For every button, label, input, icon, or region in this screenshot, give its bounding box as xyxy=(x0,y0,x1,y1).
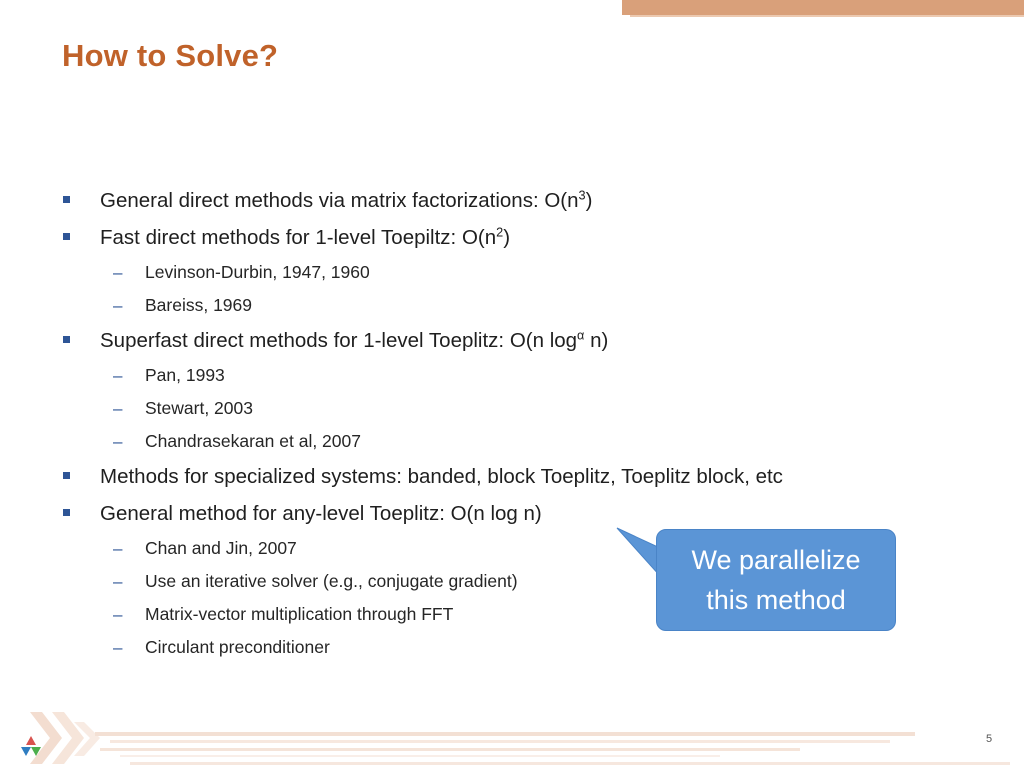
sub-bullet-text: Circulant preconditioner xyxy=(145,637,330,657)
top-accent-band xyxy=(622,0,1024,15)
dash-bullet-icon: – xyxy=(113,638,123,657)
sub-bullet-item xyxy=(0,392,1024,425)
bullet-superscript: 2 xyxy=(496,224,504,240)
sub-bullet-text: Stewart, 2003 xyxy=(145,398,253,418)
top-accent-line xyxy=(630,15,1024,17)
bullet-superscript: 3 xyxy=(578,187,586,203)
square-bullet-icon xyxy=(63,336,70,343)
dash-bullet-icon: – xyxy=(113,263,123,282)
sub-bullet-text: Levinson-Durbin, 1947, 1960 xyxy=(145,262,370,282)
sub-bullet-text: Bareiss, 1969 xyxy=(145,295,253,315)
callout-line-1: We parallelize xyxy=(691,545,861,575)
sub-bullet-text: Matrix-vector multiplication through FFT xyxy=(145,604,454,624)
bullet-text: Methods for specialized systems: banded, block Toeplitz, Toeplitz block, etc xyxy=(100,465,783,488)
sub-bullet-item xyxy=(0,256,1024,289)
bullet-text: Fast direct methods for 1-level Toepiltz: O(n xyxy=(100,226,497,249)
dash-bullet-icon: – xyxy=(113,605,123,624)
logo-icon xyxy=(20,735,42,757)
sub-bullet-text: Pan, 1993 xyxy=(145,365,225,385)
footer-stripes-decoration xyxy=(0,700,1024,768)
bullet-text-tail: ) xyxy=(503,226,511,249)
bullet-item xyxy=(0,458,1024,495)
square-bullet-icon xyxy=(63,509,70,516)
dash-bullet-icon: – xyxy=(113,296,123,315)
bullet-item xyxy=(0,182,1024,219)
bullet-text-tail: n) xyxy=(584,329,609,352)
bullet-text-tail: ) xyxy=(585,189,593,212)
slide-title: How to Solve? xyxy=(62,38,279,73)
dash-bullet-icon: – xyxy=(113,539,123,558)
bullet-text: Superfast direct methods for 1-level Toeplitz: O(n log xyxy=(100,329,578,352)
sub-bullet-text: Use an iterative solver (e.g., conjugate gradient) xyxy=(145,571,518,591)
sub-bullet-item xyxy=(0,425,1024,458)
callout-bubble xyxy=(656,529,896,631)
sub-bullet-item xyxy=(0,359,1024,392)
dash-bullet-icon: – xyxy=(113,366,123,385)
bullet-text: General method for any-level Toeplitz: O(n log n) xyxy=(100,502,542,525)
dash-bullet-icon: – xyxy=(113,399,123,418)
sub-bullet-text: Chandrasekaran et al, 2007 xyxy=(145,431,361,451)
bullet-text: General direct methods via matrix factorizations: O(n xyxy=(100,189,579,212)
bullet-item xyxy=(0,219,1024,256)
callout-line-2: this method xyxy=(706,585,846,615)
sub-bullet-text: Chan and Jin, 2007 xyxy=(145,538,297,558)
sub-bullet-item xyxy=(0,631,1024,664)
square-bullet-icon xyxy=(63,472,70,479)
bullet-item xyxy=(0,322,1024,359)
sub-bullet-item xyxy=(0,289,1024,322)
dash-bullet-icon: – xyxy=(113,572,123,591)
page-number: 5 xyxy=(986,733,993,745)
bullet-item xyxy=(0,495,1024,532)
square-bullet-icon xyxy=(63,196,70,203)
dash-bullet-icon: – xyxy=(113,432,123,451)
bullet-superscript: α xyxy=(577,327,585,343)
square-bullet-icon xyxy=(63,233,70,240)
